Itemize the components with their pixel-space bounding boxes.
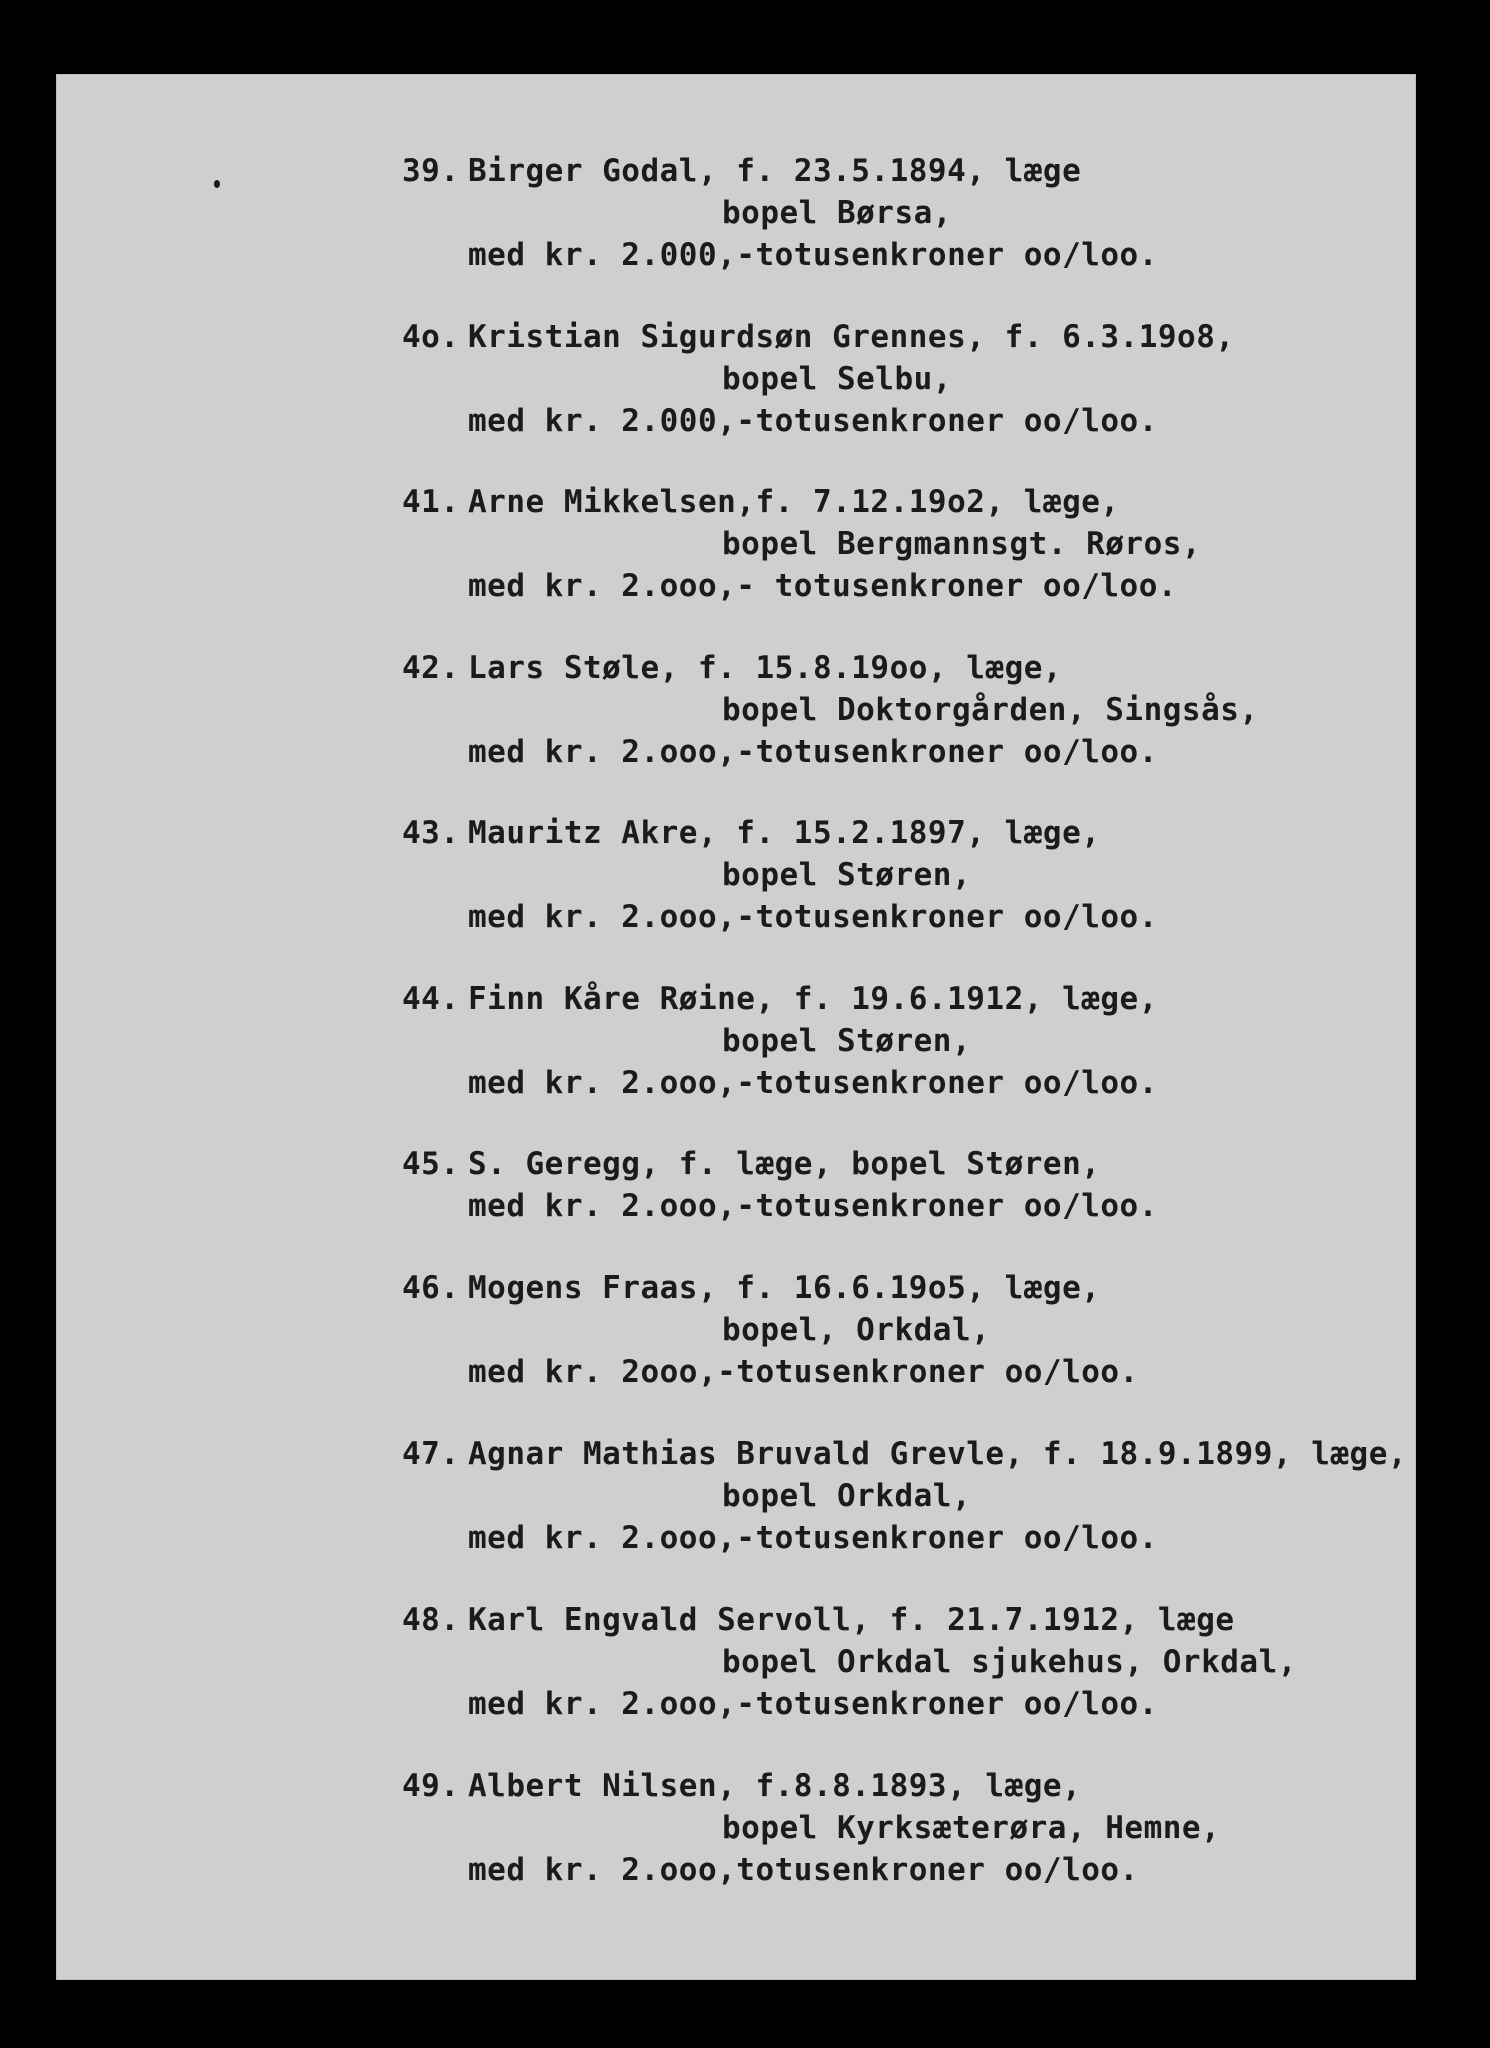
entry-name-line: Kristian Sigurdsøn Grennes, f. 6.3.19o8, <box>468 319 1235 355</box>
entry-number: 48. <box>402 1602 460 1638</box>
entry-name-line: Birger Godal, f. 23.5.1894, læge <box>468 153 1082 189</box>
entry-name-line: Mauritz Akre, f. 15.2.1897, læge, <box>468 815 1101 851</box>
entry-number: 46. <box>402 1270 460 1306</box>
entry-name-line: Karl Engvald Servoll, f. 21.7.1912, læge <box>468 1602 1235 1638</box>
entry-name-line: S. Geregg, f. læge, bopel Støren, <box>468 1146 1101 1182</box>
entry-address-line: bopel Støren, <box>722 1023 972 1059</box>
entry-name-line: Agnar Mathias Bruvald Grevle, f. 18.9.1899, læge, <box>468 1436 1408 1472</box>
entry-amount-line: med kr. 2.ooo,-totusenkroner oo/loo. <box>468 1520 1158 1556</box>
entry-name-line: Lars Støle, f. 15.8.19oo, læge, <box>468 650 1063 686</box>
entry-amount-line: med kr. 2.ooo,-totusenkroner oo/loo. <box>468 734 1158 770</box>
entry-address-line: bopel, Orkdal, <box>722 1312 991 1348</box>
entry-amount-line: med kr. 2.ooo,-totusenkroner oo/loo. <box>468 1188 1158 1224</box>
entry-address-line: bopel Doktorgården, Singsås, <box>722 692 1259 728</box>
entry-amount-line: med kr. 2.ooo,- totusenkroner oo/loo. <box>468 568 1178 604</box>
entry-address-line: bopel Selbu, <box>722 361 952 397</box>
entry-address-line: bopel Orkdal, <box>722 1478 972 1514</box>
entry-address-line: bopel Støren, <box>722 857 972 893</box>
entry-address-line: bopel Bergmannsgt. Røros, <box>722 526 1202 562</box>
entry-address-line: bopel Orkdal sjukehus, Orkdal, <box>722 1644 1297 1680</box>
entry-address-line: bopel Kyrksæterøra, Hemne, <box>722 1810 1221 1846</box>
entry-number: 4o. <box>402 319 460 355</box>
entry-name-line: Mogens Fraas, f. 16.6.19o5, læge, <box>468 1270 1101 1306</box>
entry-number: 43. <box>402 815 460 851</box>
entry-name-line: Arne Mikkelsen,f. 7.12.19o2, læge, <box>468 484 1120 520</box>
entry-number: 39. <box>402 153 460 189</box>
entry-number: 44. <box>402 981 460 1017</box>
entry-number: 47. <box>402 1436 460 1472</box>
entry-amount-line: med kr. 2.000,-totusenkroner oo/loo. <box>468 403 1158 439</box>
entry-number: 41. <box>402 484 460 520</box>
entry-amount-line: med kr. 2.000,-totusenkroner oo/loo. <box>468 237 1158 273</box>
entry-number: 49. <box>402 1768 460 1804</box>
entry-amount-line: med kr. 2.ooo,-totusenkroner oo/loo. <box>468 1686 1158 1722</box>
entry-amount-line: med kr. 2.ooo,-totusenkroner oo/loo. <box>468 899 1158 935</box>
entry-number: 42. <box>402 650 460 686</box>
entry-amount-line: med kr. 2.ooo,totusenkroner oo/loo. <box>468 1852 1139 1888</box>
entry-address-line: bopel Børsa, <box>722 195 952 231</box>
entry-amount-line: med kr. 2.ooo,-totusenkroner oo/loo. <box>468 1065 1158 1101</box>
entry-number: 45. <box>402 1146 460 1182</box>
entry-name-line: Finn Kåre Røine, f. 19.6.1912, læge, <box>468 981 1158 1017</box>
entry-name-line: Albert Nilsen, f.8.8.1893, læge, <box>468 1768 1082 1804</box>
entry-amount-line: med kr. 2ooo,-totusenkroner oo/loo. <box>468 1354 1139 1390</box>
